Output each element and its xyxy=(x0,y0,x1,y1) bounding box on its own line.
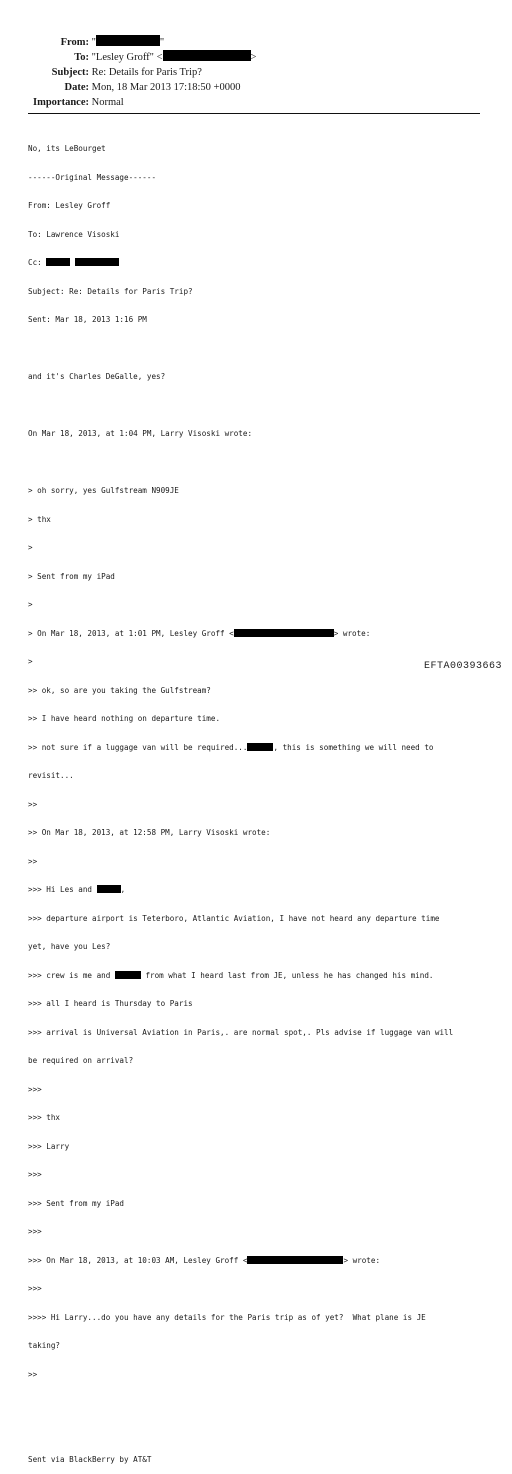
body-line: Sent: Mar 18, 2013 1:16 PM xyxy=(28,315,147,324)
body-spacer xyxy=(28,401,498,411)
body-spacer xyxy=(28,344,498,354)
body-line: >> I have heard nothing on departure time. xyxy=(28,714,221,723)
body-line: > xyxy=(28,543,33,552)
body-line: and it's Charles DeGalle, yes? xyxy=(28,372,166,381)
body-line: >>> xyxy=(28,1084,42,1094)
body-line: revisit... xyxy=(28,771,74,780)
body-line: On Mar 18, 2013, at 1:04 PM, Larry Visoski wrote: xyxy=(28,429,253,438)
quote-text: > wrote: xyxy=(333,628,371,638)
redaction-block xyxy=(115,971,141,979)
body-line: Subject: Re: Details for Paris Trip? xyxy=(28,286,193,296)
email-body xyxy=(28,125,498,1474)
body-line: yet, have you Les? xyxy=(28,942,111,951)
body-line: taking? xyxy=(28,1341,61,1350)
body-line: >> On Mar 18, 2013, at 12:58 PM, Larry Visoski wrote: xyxy=(28,828,271,837)
quote-text: >> not sure if a luggage van will be required... xyxy=(28,742,248,752)
body-line: >>> departure airport is Teterboro, Atlantic Aviation, I have not heard any departure time xyxy=(28,913,440,923)
body-line: >>> Sent from my iPad xyxy=(28,1198,125,1208)
body-line: >> ok, so are you taking the Gulfstream? xyxy=(28,685,211,695)
quote-text: , this is something we will need to xyxy=(273,742,434,752)
redaction-block xyxy=(75,258,119,266)
redaction-block xyxy=(46,258,70,266)
quote-text: from what I heard last from JE, unless he has changed his mind. xyxy=(140,970,434,980)
from-label: From: xyxy=(60,37,89,48)
quote-text: >>> Hi Les and xyxy=(28,885,97,894)
to-value: "Lesley Groff" < xyxy=(91,52,163,63)
quote-text: >>> On Mar 18, 2013, at 10:03 AM, Lesley Groff < xyxy=(28,1255,248,1265)
importance-label: Importance: xyxy=(33,97,89,108)
to-value-suffix: > xyxy=(250,52,257,63)
body-line: >> xyxy=(28,856,38,866)
signature-line: Sent via BlackBerry by AT&T xyxy=(28,1455,152,1464)
body-line: > xyxy=(28,657,33,666)
quote-text: > wrote: xyxy=(343,1255,381,1265)
body-line: >>>> Hi Larry...do you have any details for the Paris trip as of yet? What plane is JE xyxy=(28,1312,426,1322)
from-row xyxy=(0,35,164,50)
body-line xyxy=(28,885,498,895)
body-line xyxy=(28,258,498,268)
quote-text: > On Mar 18, 2013, at 1:01 PM, Lesley Groff < xyxy=(28,628,234,638)
date-label: Date: xyxy=(64,82,89,93)
body-line: >>> arrival is Universal Aviation in Paris,. are normal spot,. Pls advise if luggage van will xyxy=(28,1027,454,1037)
from-quote-open: " xyxy=(91,37,96,48)
body-line: >>> xyxy=(28,1170,42,1179)
subject-value: Re: Details for Paris Trip? xyxy=(91,67,202,78)
body-line: >>> thx xyxy=(28,1113,61,1122)
redaction-block xyxy=(163,50,251,61)
quote-text: , xyxy=(120,885,126,894)
body-line: From: Lesley Groff xyxy=(28,201,111,210)
body-line: > oh sorry, yes Gulfstream N909JE xyxy=(28,486,179,495)
body-line: > thx xyxy=(28,514,51,524)
body-spacer xyxy=(28,1398,498,1408)
date-row xyxy=(0,80,240,95)
body-line: ------Original Message------ xyxy=(28,172,157,182)
body-line xyxy=(28,1256,498,1266)
importance-value: Normal xyxy=(91,97,124,108)
subject-label: Subject: xyxy=(51,67,89,78)
quote-text: >>> crew is me and xyxy=(28,970,115,980)
body-line: >>> all I heard is Thursday to Paris xyxy=(28,999,193,1008)
from-quote-close: " xyxy=(159,37,165,48)
header-divider xyxy=(28,113,480,114)
to-label: To: xyxy=(74,52,89,63)
cc-label: Cc: xyxy=(28,258,42,267)
body-line: No, its LeBourget xyxy=(28,144,106,153)
body-spacer xyxy=(28,1427,498,1437)
body-line: >> xyxy=(28,799,38,809)
body-line: To: Lawrence Visoski xyxy=(28,229,120,239)
importance-row xyxy=(0,95,124,110)
to-row xyxy=(0,50,256,65)
body-line: >>> Larry xyxy=(28,1141,70,1151)
redaction-block xyxy=(247,1256,343,1264)
body-spacer xyxy=(28,458,498,468)
body-line: > xyxy=(28,600,33,609)
body-line: > Sent from my iPad xyxy=(28,571,115,581)
body-line: be required on arrival? xyxy=(28,1056,134,1065)
subject-row xyxy=(0,65,202,80)
redaction-block xyxy=(234,629,334,637)
date-value: Mon, 18 Mar 2013 17:18:50 +0000 xyxy=(91,82,241,93)
redaction-block xyxy=(97,885,121,893)
body-line xyxy=(28,971,498,981)
body-line: >>> xyxy=(28,1227,42,1236)
redaction-block xyxy=(247,743,273,751)
body-line xyxy=(28,629,498,639)
document-id: EFTA00393663 xyxy=(423,661,502,672)
body-line: >>> xyxy=(28,1284,42,1293)
body-line xyxy=(28,743,498,753)
body-line: >> xyxy=(28,1369,38,1379)
redaction-block xyxy=(96,35,160,46)
